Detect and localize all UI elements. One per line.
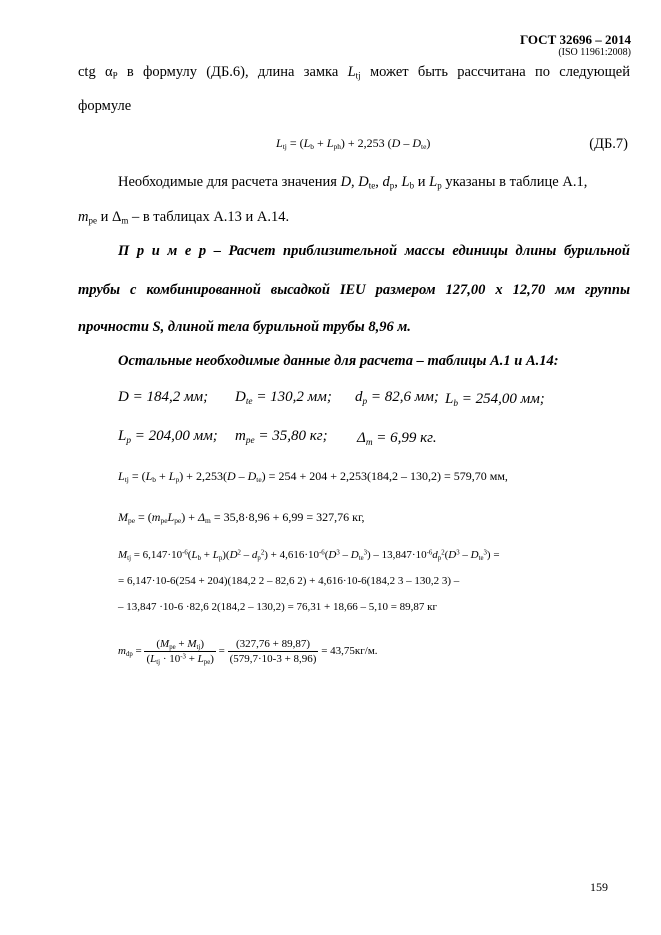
mdp-formula-fraction: $\frac{(M_{pe} + M_{tj})}{(L_{tj} \cdot 10^{-3} + L_{pe})}$	[146, 638, 214, 667]
example-line-2: трубы с комбинированной высадкой IEU размером 127,00 х 12,70 мм группы	[78, 282, 630, 298]
calc-mtj-line-1: $M_{tj} = 6,147\cdot 10^{-6}(L_b + L_p)(D^2 - d_p^2) + 4,616\cdot 10^{-6}(D^3 - D_{te}^3) - 13,847\cdot 10^{-6}d_p^2(D^3 - D_{te}^3)$ =	[118, 549, 500, 563]
document-standard-header: ГОСТ 32696 – 2014	[519, 32, 631, 47]
example-line-4: Остальные необходимые данные для расчета – таблицы А.1 и А.14:	[118, 353, 559, 369]
value-delta-m: $\Delta_m = 6,99$ кг.	[357, 430, 437, 448]
value-Lb: $L_b = 254,00$ мм;	[445, 391, 545, 409]
calc-ltj: $L_{tj} = (L_b + L_p) + 2,253(D - D_{te}) = 254 + 204 + 2,253(184,2 - 130,2) = 579,70$ мм,	[118, 469, 508, 485]
calc-mdp: $m_{dp}$ = $\frac{(M_{pe} + M_{tj})}{(L_{tj} \cdot 10^{-3} + L_{pe})}$ = $\frac{(327,76 + 89,87)}{(579,7\cdot 10-3 + 8,96)}$ = 43,75кг/м.	[118, 638, 378, 667]
example-line-3: прочности S, длиной тела бурильной трубы 8,96 м.	[78, 319, 411, 335]
value-mpe: $m_{pe} = 35,80$ кг;	[235, 428, 328, 446]
iso-reference: (ISO 11961:2008)	[558, 47, 631, 58]
value-Lp: $L_p = 204,00$ мм;	[118, 428, 218, 446]
mdp-value-fraction: $\frac{(327,76 + 89,87)}{(579,7\cdot 10-3 + 8,96)}$	[229, 638, 317, 665]
values-paragraph-line-1: Необходимые для расчета значения D, $D_{te}$, $d_p$, $L_b$ и $L_p$ указаны в таблице А.1,	[118, 174, 588, 191]
values-paragraph-line-2: $m_{pe}$ и $\Delta_m$ – в таблицах А.13 и А.14.	[78, 209, 290, 226]
value-dp: $d_p = 82,6$ мм;	[355, 389, 439, 407]
page-number: 159	[590, 880, 608, 894]
value-D: D = 184,2 мм;	[118, 389, 209, 405]
paragraph-line-2: формуле	[78, 98, 132, 114]
calc-mtj-line-2: = 6,147·10-6(254 + 204)(184,2 2 – 82,6 2) + 4,616·10-6(184,2 3 – 130,2 3) –	[118, 575, 460, 587]
example-line-1: П р и м е р – Расчет приблизительной массы единицы длины бурильной	[118, 243, 630, 259]
paragraph-line-1: ctg $\alpha_P$ в формулу (ДБ.6), длина замка $L_{tj}$ может быть рассчитана по следующей	[78, 64, 630, 81]
equation-number: (ДБ.7)	[589, 136, 628, 152]
equation-db7: $L_{tj} = (L_b + L_{ph}) + 2,253$ $(D - D_{te})$	[276, 136, 431, 152]
value-Dte: $D_{te} = 130,2$ мм;	[235, 389, 332, 407]
calc-mpe: $M_{pe} = (m_{pe}L_{pe}) + \Delta_m = 35,8\cdot 8,96 + 6,99 = 327,76$ кг,	[118, 510, 365, 526]
calc-mtj-line-3: – 13,847 ·10-6 ·82,6 2(184,2 – 130,2) = 76,31 + 18,66 – 5,10 = 89,87 кг	[118, 601, 438, 613]
